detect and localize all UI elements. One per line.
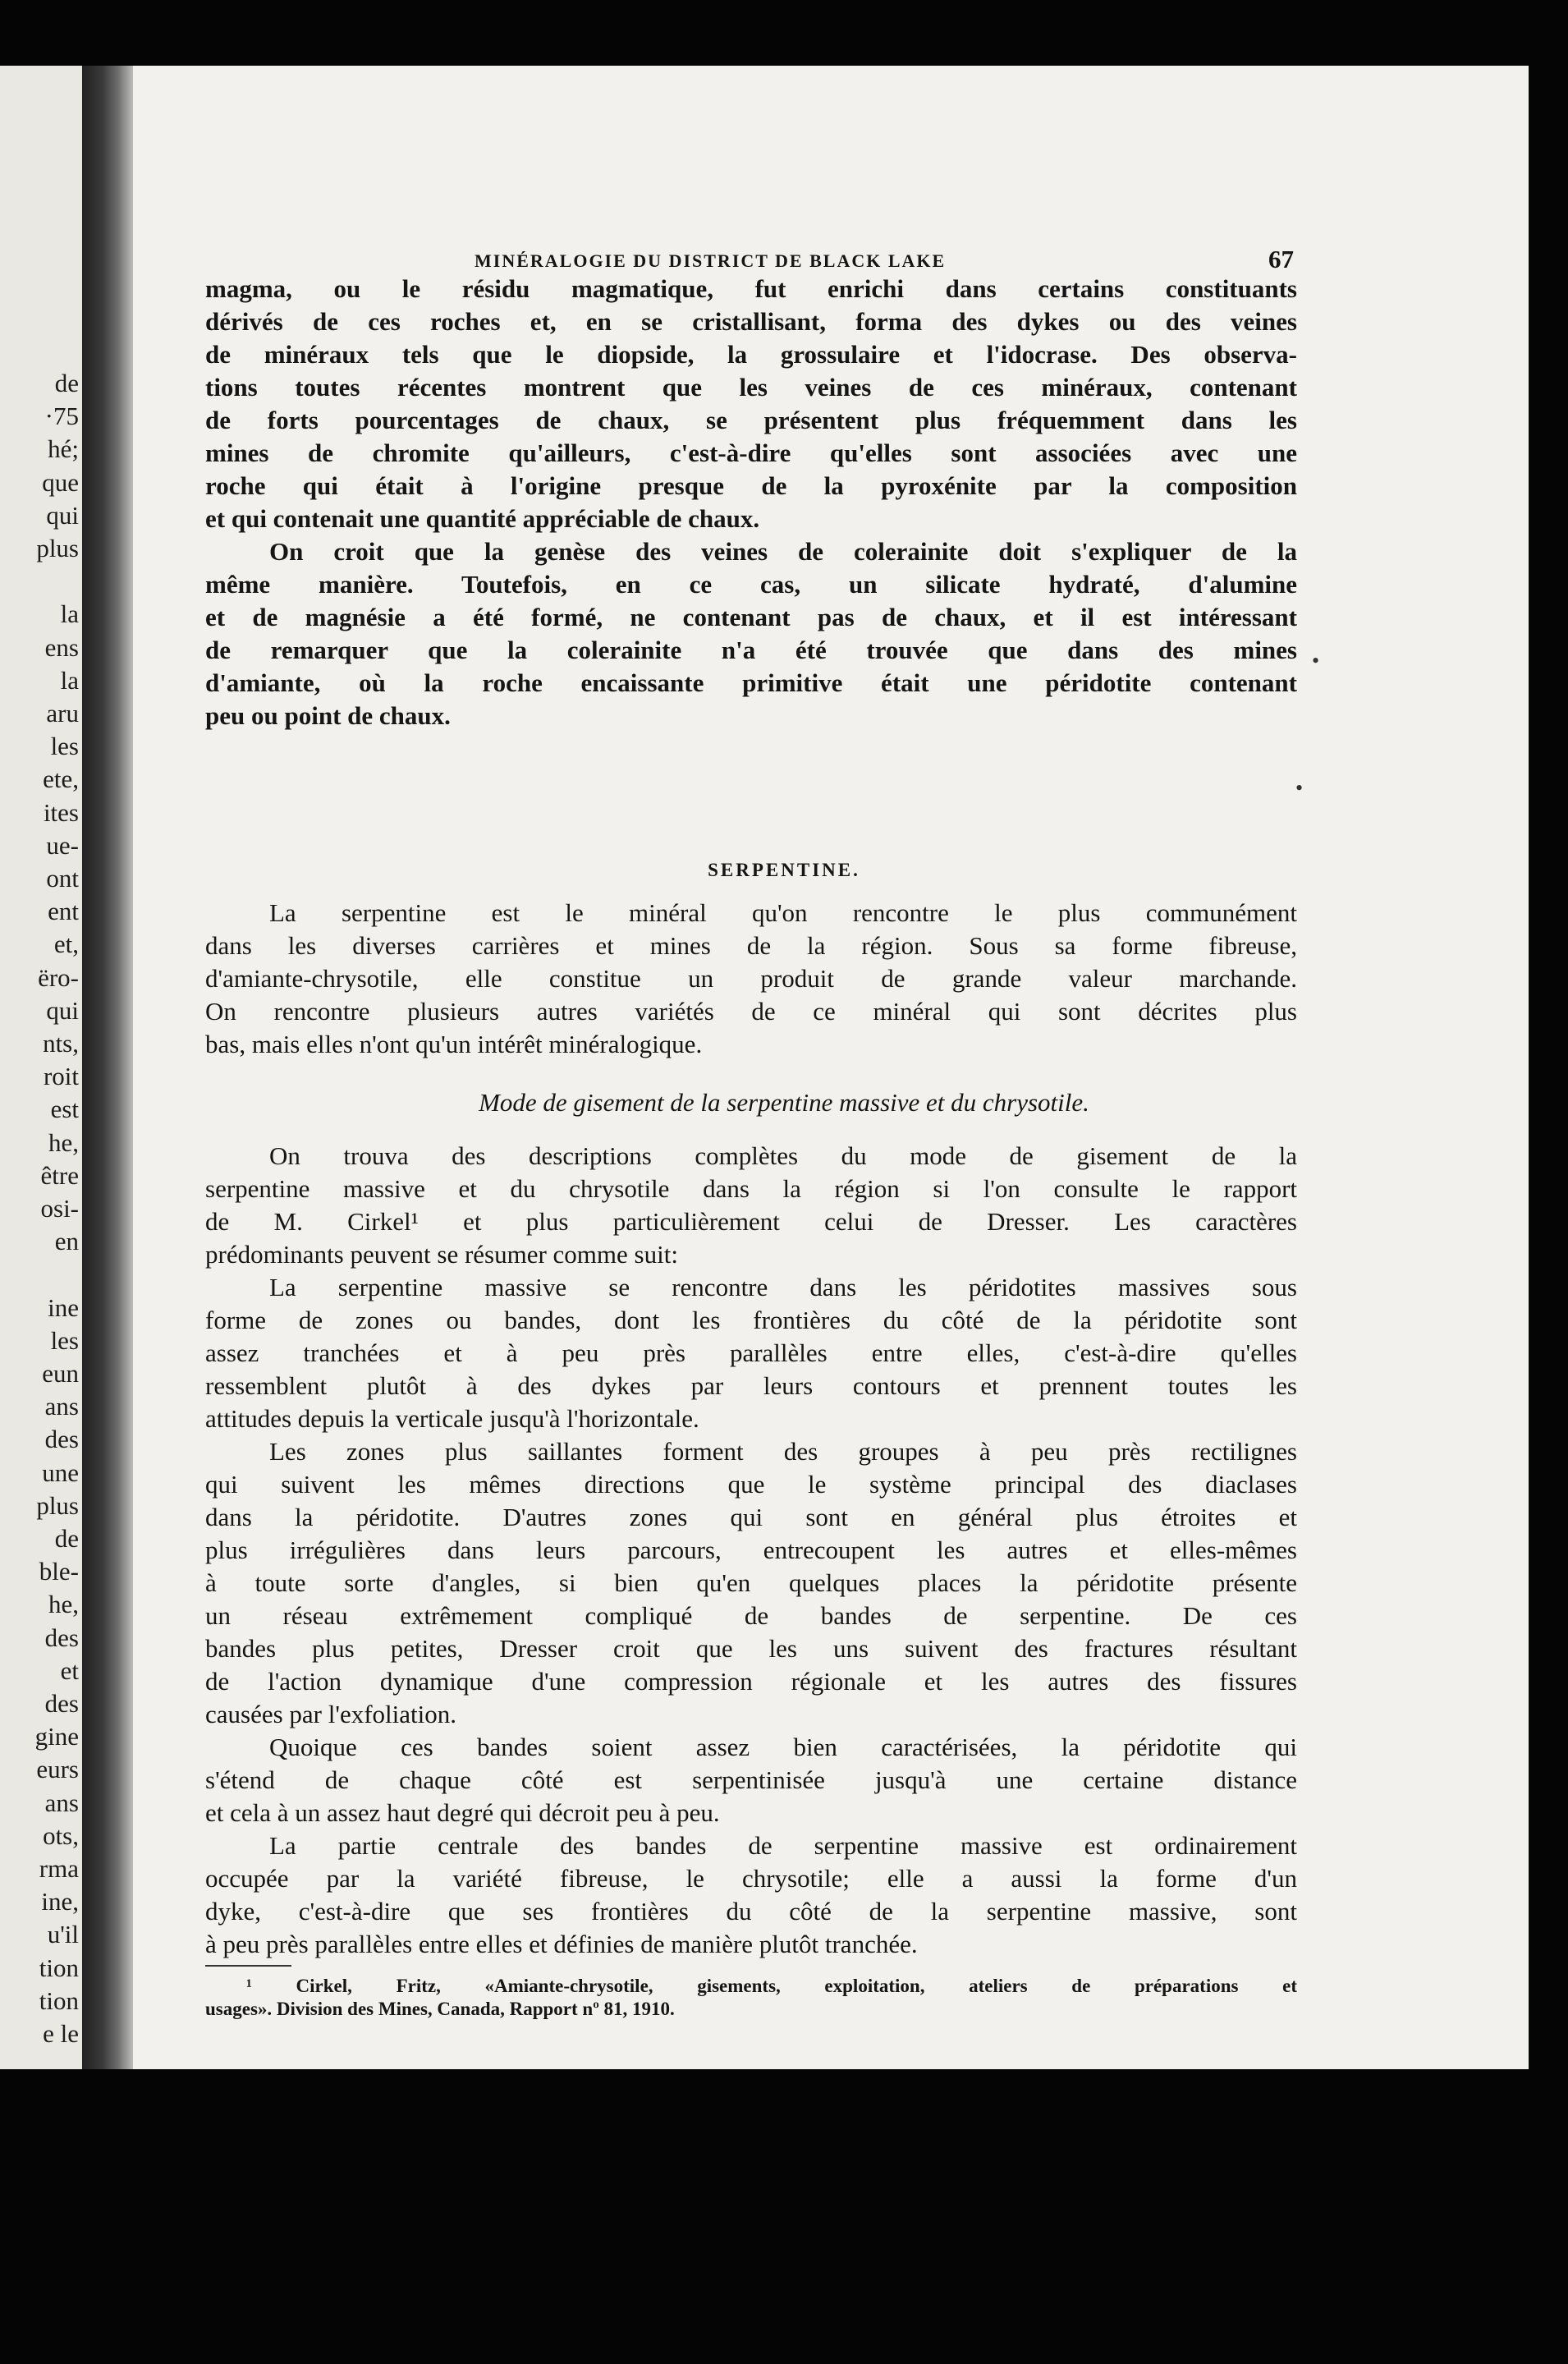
- facing-page-word: que: [42, 467, 79, 497]
- text-line: et qui contenait une quantité appréciable de chaux.: [205, 504, 760, 533]
- facing-page-word: ete,: [43, 764, 79, 794]
- paragraph-2: [205, 897, 1297, 1061]
- facing-page-word: la: [60, 665, 79, 695]
- text-line: bandes plus petites, Dresser croit que les uns suivent des fractures résultant: [205, 1634, 1297, 1663]
- facing-page-word: roit: [43, 1062, 79, 1091]
- text-line: un réseau extrêmement compliqué de bandes de serpentine. De ces: [205, 1601, 1297, 1630]
- facing-page-word: ots,: [43, 1820, 79, 1850]
- facing-page-word: de: [54, 1524, 79, 1553]
- facing-page-word: nts,: [43, 1029, 79, 1058]
- facing-page-word: être: [40, 1160, 79, 1190]
- paragraph-1: [205, 273, 1297, 732]
- text-line: On trouva des descriptions complètes du mode de gisement de la: [269, 1141, 1297, 1170]
- facing-page-word: tion: [39, 1985, 79, 2015]
- facing-page-word: une: [42, 1457, 79, 1487]
- facing-page-word: he,: [48, 1590, 79, 1619]
- subsection-heading: Mode de gisement de la serpentine massive et du chrysotile.: [479, 1088, 1089, 1117]
- facing-page-word: des: [44, 1425, 79, 1454]
- facing-page-word: ëro-: [38, 962, 79, 992]
- text-line: d'amiante-chrysotile, elle constitue un produit de grande valeur marchande.: [205, 964, 1297, 993]
- text-line: forme de zones ou bandes, dont les frontières du côté de la péridotite sont: [205, 1306, 1297, 1334]
- facing-page-word: et,: [53, 930, 79, 959]
- text-line: Quoique ces bandes soient assez bien caractérisées, la péridotite qui: [269, 1733, 1297, 1761]
- text-line: roche qui était à l'origine presque de la pyroxénite par la composition: [205, 471, 1297, 500]
- facing-page-word: des: [44, 1623, 79, 1652]
- facing-page-word: eun: [42, 1359, 79, 1388]
- text-line: prédominants peuvent se résumer comme suit:: [205, 1240, 678, 1269]
- text-line: d'amiante, où la roche encaissante primitive était une péridotite contenant: [205, 668, 1297, 697]
- facing-page-word: plus: [36, 1490, 79, 1520]
- facing-page-word: hé;: [48, 434, 79, 464]
- text-line: causées par l'exfoliation.: [205, 1700, 456, 1728]
- footnote-rule: [205, 1965, 291, 1967]
- facing-page-word: ine,: [41, 1887, 79, 1916]
- facing-page-word: la: [60, 599, 79, 629]
- facing-page-word: plus: [36, 534, 79, 562]
- facing-page-word: gine: [34, 1722, 79, 1751]
- footnote-line: usages». Division des Mines, Canada, Rapport nº 81, 1910.: [205, 1999, 675, 2019]
- facing-page-word: ent: [48, 897, 79, 926]
- text-line: Les zones plus saillantes forment des groupes à peu près rectilignes: [269, 1437, 1297, 1466]
- facing-page-word: ans: [44, 1788, 79, 1817]
- text-line: de forts pourcentages de chaux, se présentent plus fréquemment dans les: [205, 406, 1297, 434]
- facing-page-word: qui: [46, 995, 79, 1025]
- text-line: tions toutes récentes montrent que les veines de ces minéraux, contenant: [205, 373, 1297, 402]
- facing-page-word: les: [50, 732, 79, 761]
- text-line: peu ou point de chaux.: [205, 701, 451, 730]
- text-line: même manière. Toutefois, en ce cas, un silicate hydraté, d'alumine: [205, 570, 1297, 599]
- text-line: dans la péridotite. D'autres zones qui sont en général plus étroites et: [205, 1503, 1297, 1531]
- facing-page-word: ont: [46, 864, 79, 893]
- facing-page-word: ine: [48, 1292, 79, 1322]
- margin-dot-mark: •: [1295, 776, 1304, 800]
- text-line: à toute sorte d'angles, si bien qu'en quelques places la péridotite présente: [205, 1568, 1297, 1597]
- facing-page-word: en: [54, 1227, 79, 1256]
- facing-page-word: rma: [39, 1854, 79, 1883]
- text-line: plus irrégulières dans leurs parcours, entrecoupent les autres et elles-mêmes: [205, 1535, 1297, 1564]
- facing-page-word: et: [60, 1655, 79, 1685]
- text-line: ressemblent plutôt à des dykes par leurs contours et prennent toutes les: [205, 1371, 1297, 1400]
- text-line: On rencontre plusieurs autres variétés de ce minéral qui sont décrites plus: [205, 997, 1297, 1026]
- text-line: à peu près parallèles entre elles et définies de manière plutôt tranchée.: [205, 1930, 918, 1958]
- text-line: s'étend de chaque côté est serpentinisée jusqu'à une certaine distance: [205, 1765, 1297, 1794]
- page-number: 67: [1268, 245, 1294, 273]
- facing-page-word: tion: [39, 1953, 79, 1982]
- facing-page-word: ans: [44, 1392, 79, 1421]
- text-line: de l'action dynamique d'une compression régionale et les autres des fissures: [205, 1667, 1297, 1696]
- footnote: [205, 1975, 1297, 2021]
- facing-page-word: ·75: [44, 402, 79, 431]
- paragraph-3: [205, 1140, 1297, 1961]
- facing-page-word: ites: [43, 797, 79, 827]
- running-head: MINÉRALOGIE DU DISTRICT DE BLACK LAKE: [475, 250, 947, 271]
- text-line: dyke, c'est-à-dire que ses frontières du côté de la serpentine massive, sont: [205, 1897, 1297, 1926]
- footnote-line: ¹ Cirkel, Fritz, «Amiante-chrysotile, gisements, exploitation, ateliers de préparations et: [246, 1976, 1297, 1996]
- facing-page-word: de: [54, 369, 79, 397]
- text-line: dans les diverses carrières et mines de la région. Sous sa forme fibreuse,: [205, 931, 1297, 960]
- facing-page-word: est: [50, 1095, 79, 1124]
- text-line: La serpentine est le minéral qu'on rencontre le plus communément: [269, 898, 1297, 927]
- text-line: bas, mais elles n'ont qu'un intérêt minéralogique.: [205, 1030, 703, 1058]
- text-line: serpentine massive et du chrysotile dans la région si l'on consulte le rapport: [205, 1174, 1297, 1203]
- text-line: et de magnésie a été formé, ne contenant pas de chaux, et il est intéressant: [205, 603, 1297, 631]
- facing-page-word: osi-: [40, 1194, 79, 1223]
- facing-page-word: he,: [48, 1127, 79, 1157]
- facing-page-word: qui: [46, 500, 79, 530]
- text-line: occupée par la variété fibreuse, le chrysotile; elle a aussi la forme d'un: [205, 1864, 1297, 1893]
- text-line: assez tranchées et à peu près parallèles entre elles, c'est-à-dire qu'elles: [205, 1338, 1297, 1367]
- text-line: de minéraux tels que le diopside, la grossulaire et l'idocrase. Des observa-: [205, 340, 1297, 369]
- text-line: qui suivent les mêmes directions que le système principal des diaclases: [205, 1470, 1297, 1499]
- facing-page-word: les: [50, 1325, 79, 1355]
- text-line: La serpentine massive se rencontre dans les péridotites massives sous: [269, 1273, 1297, 1301]
- facing-page-fragment: [0, 66, 82, 2069]
- facing-page-word: u'il: [47, 1920, 79, 1949]
- text-line: mines de chromite qu'ailleurs, c'est-à-dire qu'elles sont associées avec une: [205, 438, 1297, 467]
- facing-page-word: ens: [44, 632, 79, 662]
- text-line: On croit que la genèse des veines de colerainite doit s'expliquer de la: [269, 537, 1297, 566]
- text-line: et cela à un assez haut degré qui décroit peu à peu.: [205, 1798, 720, 1827]
- book-gutter: [82, 66, 133, 2069]
- text-line: dérivés de ces roches et, en se cristallisant, forma des dykes ou des veines: [205, 307, 1297, 336]
- facing-page-word: aru: [46, 699, 79, 728]
- text-line: de M. Cirkel¹ et plus particulièrement celui de Dresser. Les caractères: [205, 1207, 1297, 1236]
- text-line: magma, ou le résidu magmatique, fut enrichi dans certains constituants: [205, 274, 1297, 303]
- text-line: attitudes depuis la verticale jusqu'à l'horizontale.: [205, 1404, 699, 1433]
- section-heading: SERPENTINE.: [708, 860, 860, 880]
- facing-page-word: ble-: [39, 1557, 79, 1586]
- facing-page-word: ue-: [46, 830, 79, 860]
- text-line: La partie centrale des bandes de serpentine massive est ordinairement: [269, 1831, 1297, 1860]
- facing-page-word: eurs: [36, 1755, 79, 1784]
- margin-dot-mark: •: [1312, 649, 1320, 672]
- text-line: de remarquer que la colerainite n'a été trouvée que dans des mines: [205, 636, 1297, 664]
- facing-page-word: des: [44, 1689, 79, 1718]
- facing-page-word: e le: [43, 2019, 79, 2048]
